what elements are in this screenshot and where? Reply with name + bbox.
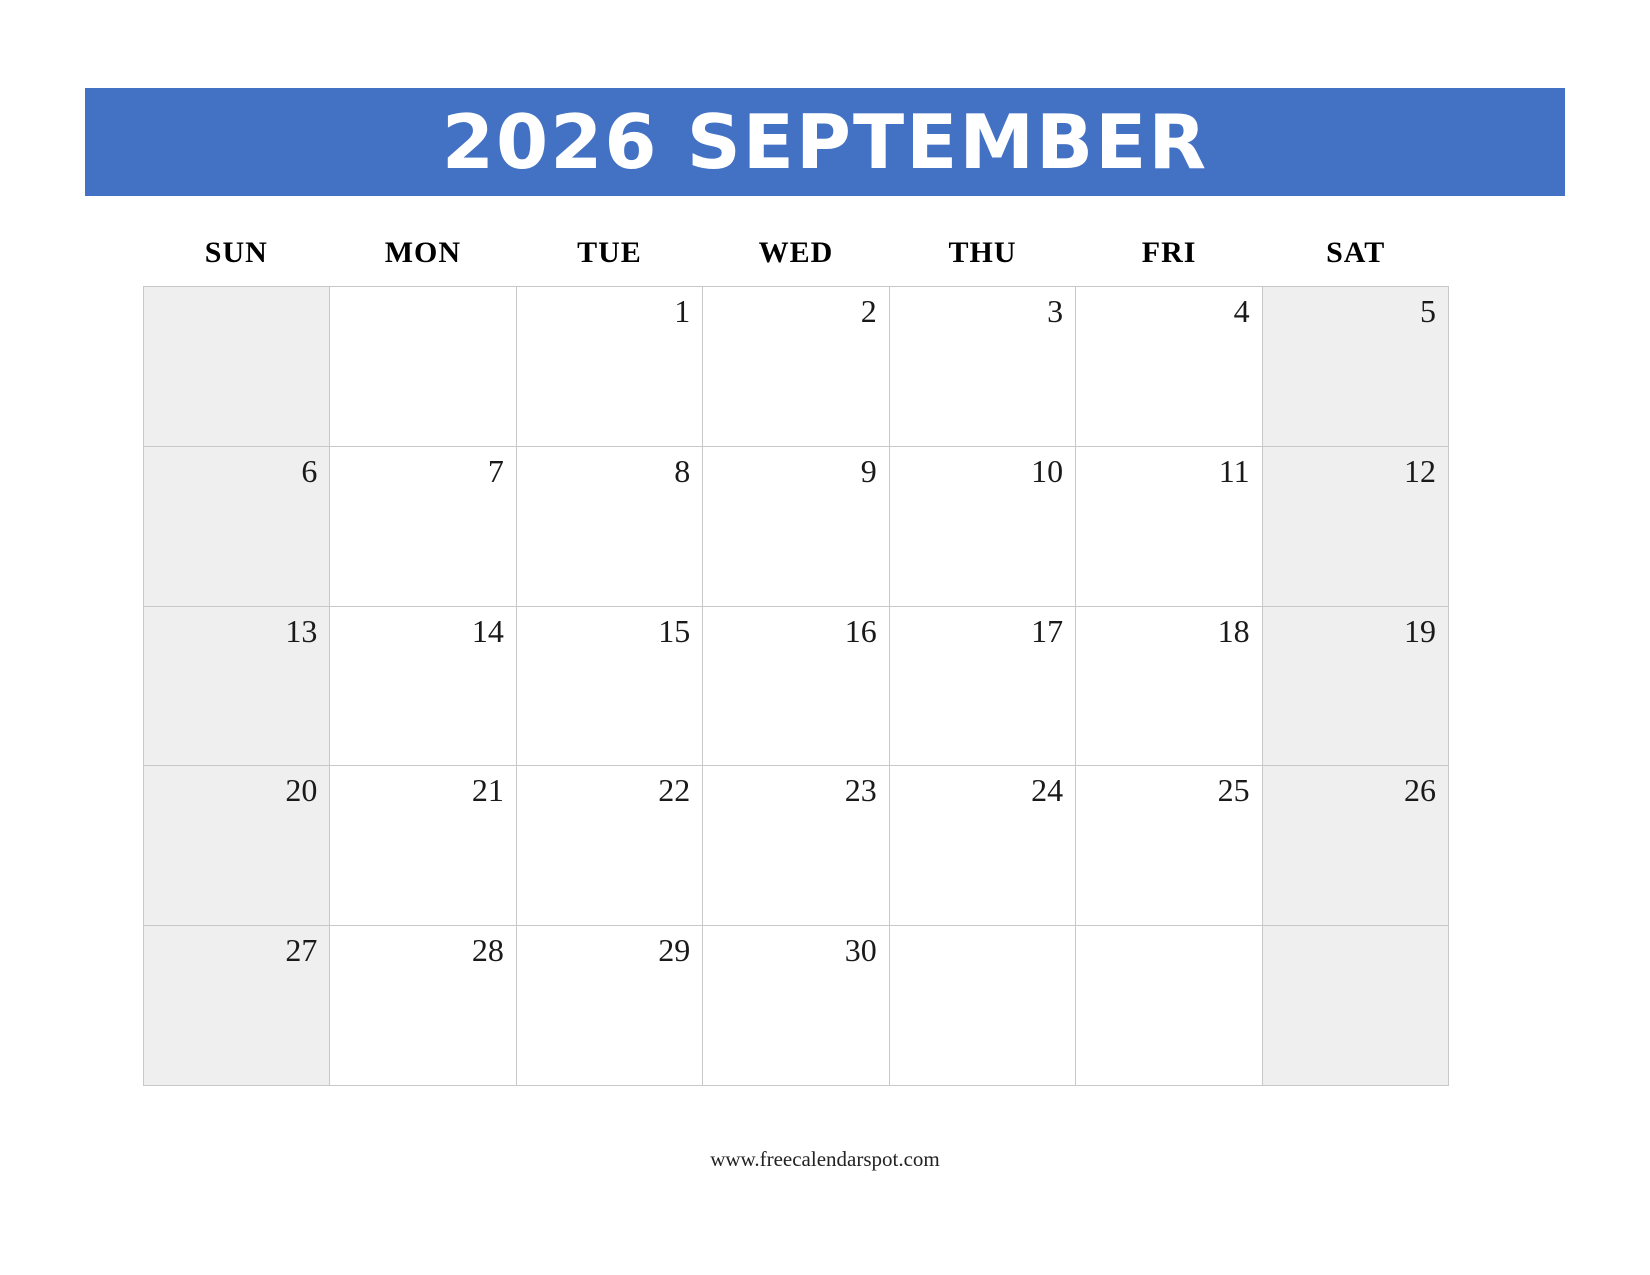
day-cell-empty[interactable]: [890, 926, 1076, 1086]
weekday-header-mon: MON: [384, 236, 462, 269]
day-cell[interactable]: [1076, 607, 1262, 767]
weekday-header-tue: TUE: [577, 236, 642, 269]
day-cell[interactable]: [890, 287, 1076, 447]
day-cell[interactable]: [890, 607, 1076, 767]
day-number: 21: [471, 772, 504, 809]
calendar-title-banner: [85, 88, 1565, 196]
day-cell[interactable]: [144, 447, 330, 607]
day-cell[interactable]: [1263, 766, 1449, 926]
day-cell[interactable]: [890, 447, 1076, 607]
day-cell[interactable]: [517, 926, 703, 1086]
day-number: 22: [658, 772, 691, 809]
day-number: 16: [844, 612, 877, 649]
day-number: 24: [1031, 772, 1064, 809]
day-cell[interactable]: [890, 766, 1076, 926]
calendar-grid: [143, 286, 1449, 1086]
day-cell-empty[interactable]: [330, 287, 516, 447]
page-title: 2026 SEPTEMBER: [441, 97, 1209, 186]
day-number: 20: [285, 772, 318, 809]
day-number: 23: [844, 772, 877, 809]
day-cell[interactable]: [517, 287, 703, 447]
weekday-header-sat: SAT: [1326, 236, 1386, 269]
day-cell[interactable]: [517, 766, 703, 926]
footer-website: www.freecalendarspot.com: [710, 1147, 940, 1171]
day-number: 6: [301, 452, 318, 489]
day-number: 26: [1404, 772, 1436, 809]
day-cell[interactable]: [703, 287, 889, 447]
day-number: 1: [674, 293, 691, 329]
day-number: 3: [1047, 293, 1064, 329]
day-number: 18: [1217, 612, 1250, 649]
day-number: 11: [1218, 452, 1250, 489]
day-cell[interactable]: [517, 607, 703, 767]
day-cell[interactable]: [703, 447, 889, 607]
day-number: 5: [1420, 293, 1436, 329]
day-number: 4: [1233, 293, 1250, 329]
day-cell[interactable]: [1263, 287, 1449, 447]
day-cell[interactable]: [144, 766, 330, 926]
day-cell-empty[interactable]: [144, 287, 330, 447]
day-cell[interactable]: [330, 766, 516, 926]
day-number: 19: [1404, 612, 1436, 649]
day-number: 10: [1031, 452, 1064, 489]
day-cell[interactable]: [703, 926, 889, 1086]
weekday-header-thu: THU: [948, 236, 1017, 269]
day-number: 30: [844, 932, 877, 969]
day-cell[interactable]: [144, 607, 330, 767]
day-cell[interactable]: [1076, 287, 1262, 447]
day-cell[interactable]: [1263, 447, 1449, 607]
day-cell[interactable]: [144, 926, 330, 1086]
day-number: 13: [285, 612, 318, 649]
day-number: 8: [674, 452, 691, 489]
day-number: 14: [471, 612, 504, 649]
day-cell[interactable]: [330, 926, 516, 1086]
day-number: 7: [487, 452, 504, 489]
day-cell[interactable]: [330, 447, 516, 607]
weekday-header-fri: FRI: [1141, 236, 1197, 269]
day-cell-empty[interactable]: [1076, 926, 1262, 1086]
day-cell[interactable]: [517, 447, 703, 607]
day-cell[interactable]: [703, 766, 889, 926]
weekday-header-sun: SUN: [204, 236, 268, 269]
day-number: 25: [1217, 772, 1250, 809]
day-cell[interactable]: [330, 607, 516, 767]
day-number: 2: [860, 293, 877, 329]
day-cell[interactable]: [1263, 607, 1449, 767]
day-number: 27: [285, 932, 318, 969]
day-cell-empty[interactable]: [1263, 926, 1449, 1086]
day-number: 12: [1404, 452, 1436, 489]
day-cell[interactable]: [703, 607, 889, 767]
day-cell[interactable]: [1076, 766, 1262, 926]
day-number: 17: [1031, 612, 1064, 649]
day-cell[interactable]: [1076, 447, 1262, 607]
weekday-header-wed: WED: [758, 236, 834, 269]
day-number: 28: [471, 932, 504, 969]
day-number: 9: [860, 452, 877, 489]
day-number: 15: [658, 612, 691, 649]
day-number: 29: [658, 932, 691, 969]
weekday-header-row: [143, 222, 1449, 284]
